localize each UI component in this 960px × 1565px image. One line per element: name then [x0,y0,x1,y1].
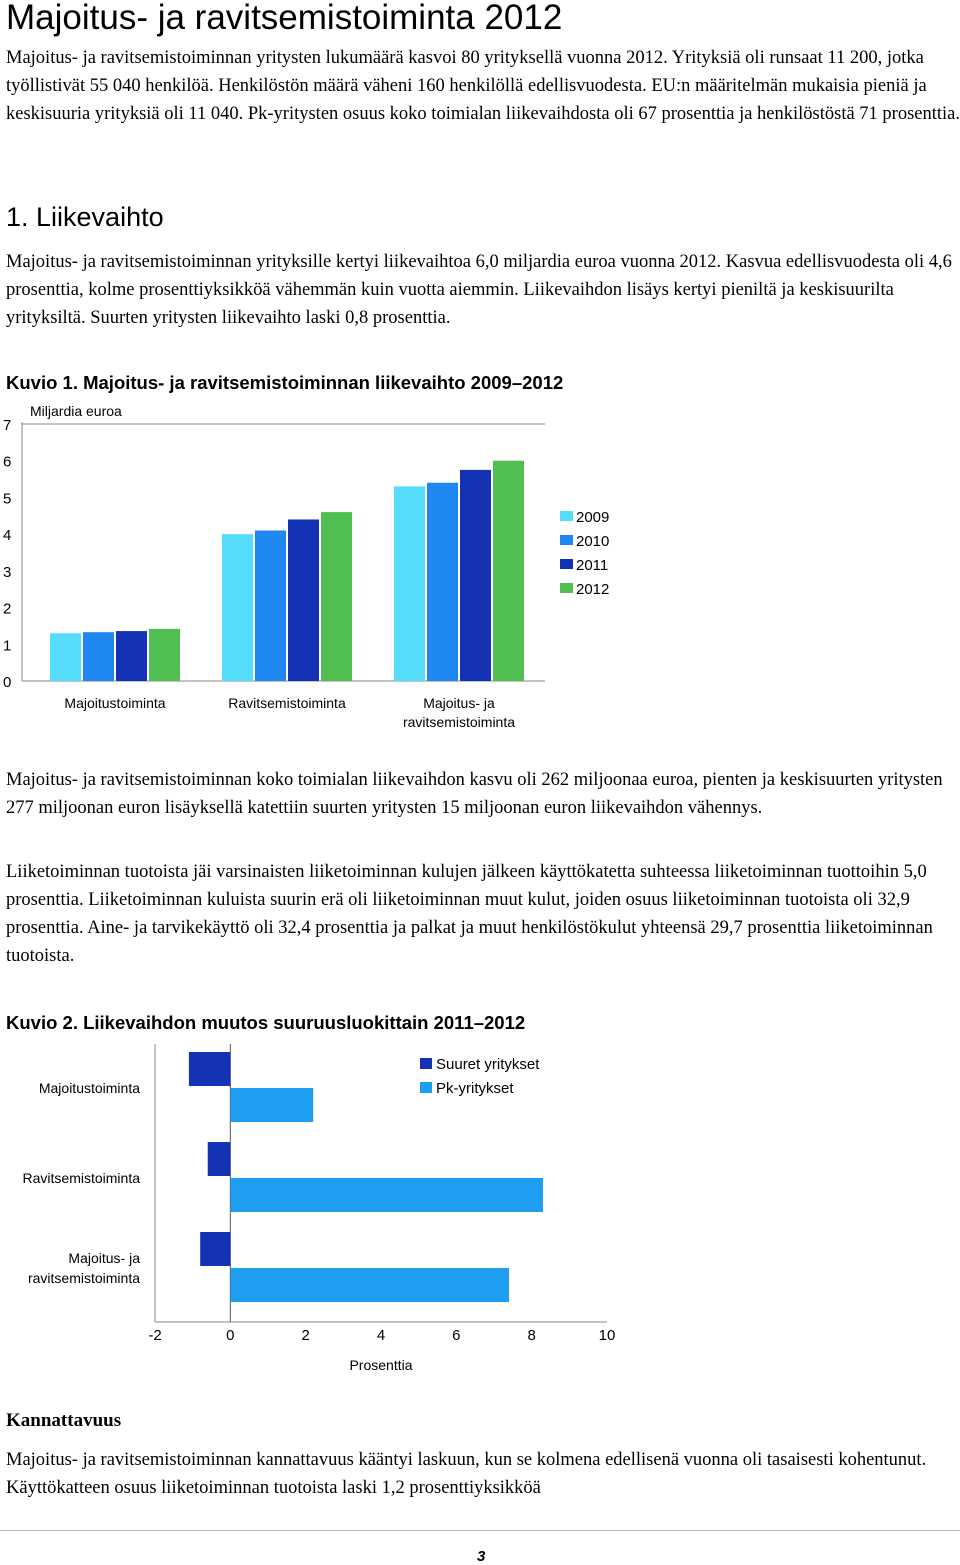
y-tick-label: 1 [3,637,12,655]
x-tick-label: 2 [301,1327,310,1344]
y-tick-label: 2 [3,600,12,618]
section-heading-liikevaihto: 1. Liikevaihto [6,202,164,232]
legend-label-0: Suuret yritykset [436,1056,540,1073]
bar-2011-0 [116,631,147,681]
y-tick-label: 6 [3,453,12,471]
x-tick-label: -2 [148,1327,162,1344]
bar-Suuret yritykset-0 [189,1052,230,1086]
bar-2010-0 [83,632,114,681]
legend-swatch-2009 [560,511,573,521]
legend-label-2009: 2009 [576,509,610,526]
x-tick-label: 0 [226,1327,235,1344]
legend-swatch-1 [420,1082,432,1093]
page-number: 3 [477,1548,486,1565]
bar-2012-1 [321,512,352,681]
bar-Suuret yritykset-1 [208,1142,231,1176]
bar-2011-1 [288,519,319,681]
x-tick-label: 4 [376,1327,386,1344]
x-category-label: ravitsemistoiminta [402,714,516,730]
legend-label-1: Pk-yritykset [436,1080,514,1097]
x-tick-label: 10 [598,1327,616,1344]
figure1-chart [0,398,660,743]
figure2-chart [0,1036,660,1376]
liikevaihto-paragraph: Majoitus- ja ravitsemistoiminnan yrityksille kertyi liikevaihtoa 6,0 miljardia euroa vuonna 2012. Kasvua edellisvuodesta oli 4,6 prosenttia, kolme prosenttiyksikköä vähemmän kuin vuotta aiemmin. Liikevaihdon lisäys kertyi pieniltä ja keskisuurilta yrityksiltä. Suurten yritysten liikevaihto laski 0,8 prosenttia. [6,252,952,328]
figure1-title: Kuvio 1. Majoitus- ja ravitsemistoiminnan liikevaihto 2009–2012 [6,372,564,393]
bar-Pk-yritykset-0 [230,1088,313,1122]
paragraph-growth: Majoitus- ja ravitsemistoiminnan koko toimialan liikevaihdon kasvu oli 262 miljoonaa euroa, pienten ja keskisuurten yritysten 277 miljoonan euron lisäyksellä katettiin suurten yritysten 15 miljoonan euron liikevaihdon vähennys. [6,770,943,818]
bar-2010-1 [255,530,286,681]
legend-swatch-0 [420,1058,432,1069]
y-axis-label: Miljardia euroa [30,403,122,419]
y-tick-label: 7 [3,417,12,434]
bar-2010-2 [427,483,458,681]
y-category-label: Majoitus- ja [68,1250,140,1266]
x-category-label: Ravitsemistoiminta [228,695,346,711]
bar-2009-2 [394,486,425,681]
y-category-label: Ravitsemistoiminta [22,1170,140,1186]
x-category-label: Majoitus- ja [423,695,495,711]
y-category-label: Majoitustoiminta [38,1080,140,1096]
y-tick-label: 5 [3,490,12,508]
page-title: Majoitus- ja ravitsemistoiminta 2012 [6,0,563,37]
section-heading-kannattavuus: Kannattavuus [6,1410,122,1431]
bar-2009-0 [50,633,81,681]
x-category-label: Majoitustoiminta [64,695,166,711]
bar-2011-2 [460,470,491,681]
legend-label-2010: 2010 [576,533,610,550]
bar-Pk-yritykset-1 [230,1178,543,1212]
footer-divider [0,1530,960,1531]
y-category-label: ravitsemistoiminta [27,1270,140,1286]
legend-swatch-2010 [560,535,573,545]
y-tick-label: 0 [3,674,12,691]
legend-swatch-2011 [560,559,573,569]
bar-2012-2 [493,461,524,681]
y-tick-label: 3 [3,563,12,581]
intro-paragraph: Majoitus- ja ravitsemistoiminnan yritysten lukumäärä kasvoi 80 yrityksellä vuonna 2012. Yrityksiä oli runsaat 11 200, jotka työllistivät 55 040 henkilöä. Henkilöstön määrä väheni 160 henkilöllä edellisvuodesta. EU:n määritelmän mukaisia pieniä ja keskisuuria yrityksiä oli 11 040. Pk-yritysten osuus koko toimialan liikevaihdosta oli 67 prosenttia ja henkilöstöstä 71 prosenttia. [6,48,960,124]
legend-label-2012: 2012 [576,581,610,598]
bar-Pk-yritykset-2 [230,1268,509,1302]
bar-Suuret yritykset-2 [200,1232,230,1266]
kannattavuus-paragraph: Majoitus- ja ravitsemistoiminnan kannattavuus kääntyi laskuun, kun se kolmena edellisenä vuonna oli tasaisesti kohentunut. Käyttökatteen osuus liiketoiminnan tuotoista laski 1,2 prosenttiyksikköä [6,1450,927,1498]
figure2-title: Kuvio 2. Liikevaihdon muutos suuruusluokittain 2011–2012 [6,1012,526,1033]
paragraph-costs: Liiketoiminnan tuotoista jäi varsinaisten liiketoiminnan kulujen jälkeen käyttökatetta suhteessa liiketoiminnan tuottoihin 5,0 prosenttia. Liiketoiminnan kuluista suurin erä oli liiketoiminnan muut kulut, joiden osuus liiketoiminnan tuotoista oli 32,9 prosenttia. Aine- ja tarvikekäyttö oli 32,4 prosenttia ja palkat ja muut henkilöstökulut yhteensä 29,7 prosenttia liiketoiminnan tuotoista. [6,862,933,966]
legend-label-2011: 2011 [576,557,609,574]
x-tick-label: 6 [452,1327,461,1344]
x-tick-label: 8 [527,1327,536,1344]
x-axis-label: Prosenttia [349,1357,413,1373]
legend-swatch-2012 [560,583,573,593]
bar-2009-1 [222,534,253,681]
y-tick-label: 4 [3,527,12,545]
bar-2012-0 [149,629,180,681]
